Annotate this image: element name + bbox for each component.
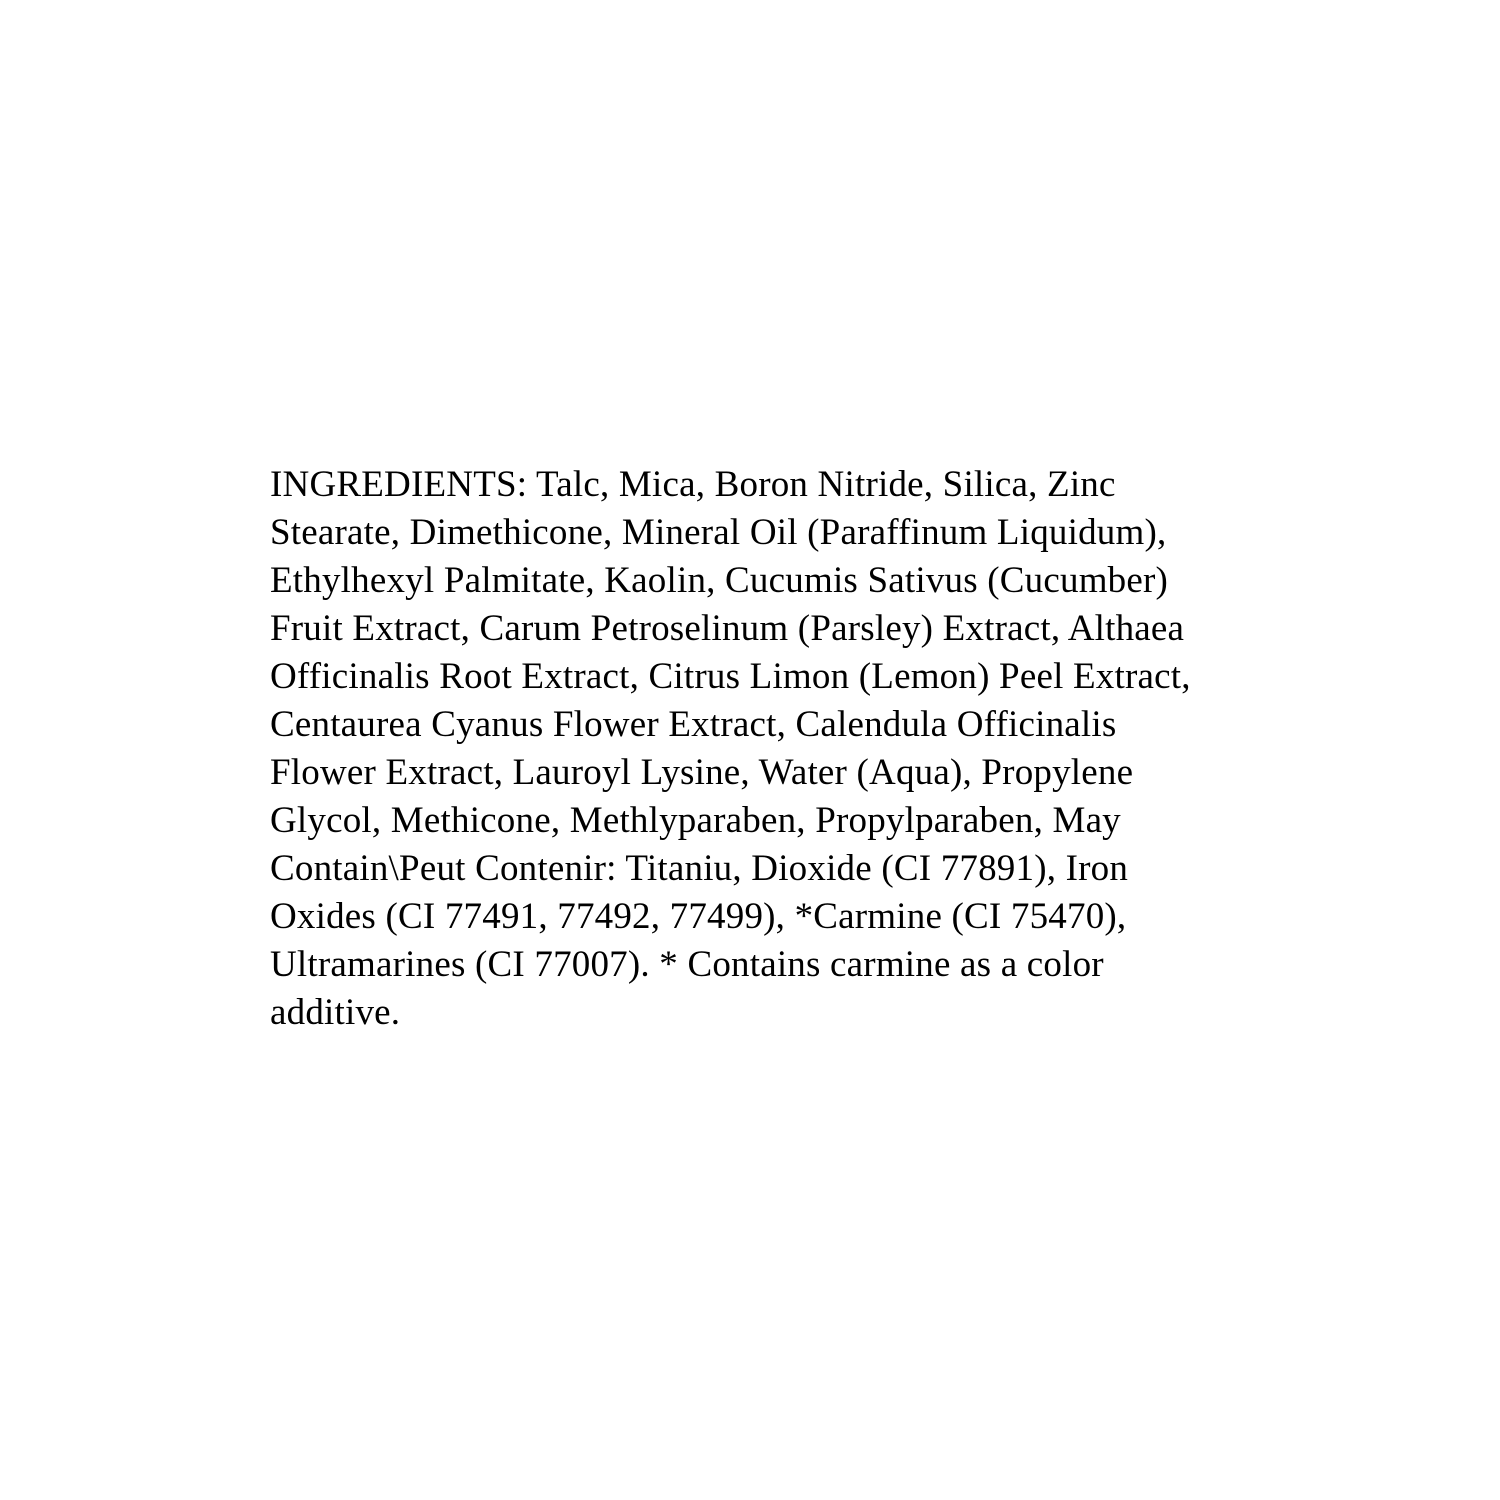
ingredients-line: Stearate, Dimethicone, Mineral Oil (Paraffinum Liquidum), — [270, 512, 1167, 553]
ingredients-line: Centaurea Cyanus Flower Extract, Calendula Officinalis — [270, 704, 1117, 745]
ingredients-line: Glycol, Methicone, Methlyparaben, Propylparaben, May — [270, 800, 1121, 841]
ingredients-line: INGREDIENTS: Talc, Mica, Boron Nitride, Silica, Zinc — [270, 464, 1116, 505]
ingredients-line: Flower Extract, Lauroyl Lysine, Water (Aqua), Propylene — [270, 752, 1134, 793]
ingredients-line: Officinalis Root Extract, Citrus Limon (Lemon) Peel Extract, — [270, 656, 1191, 697]
ingredients-text-block — [270, 461, 1280, 1037]
ingredients-line: Ultramarines (CI 77007). * Contains carmine as a color — [270, 944, 1104, 985]
ingredients-line: Contain\Peut Contenir: Titaniu, Dioxide (CI 77891), Iron — [270, 848, 1129, 889]
ingredients-line: additive. — [270, 992, 401, 1033]
ingredients-line: Oxides (CI 77491, 77492, 77499), *Carmine (CI 75470), — [270, 896, 1127, 937]
ingredients-line: Fruit Extract, Carum Petroselinum (Parsley) Extract, Althaea — [270, 608, 1185, 649]
ingredients-line: Ethylhexyl Palmitate, Kaolin, Cucumis Sativus (Cucumber) — [270, 560, 1169, 601]
